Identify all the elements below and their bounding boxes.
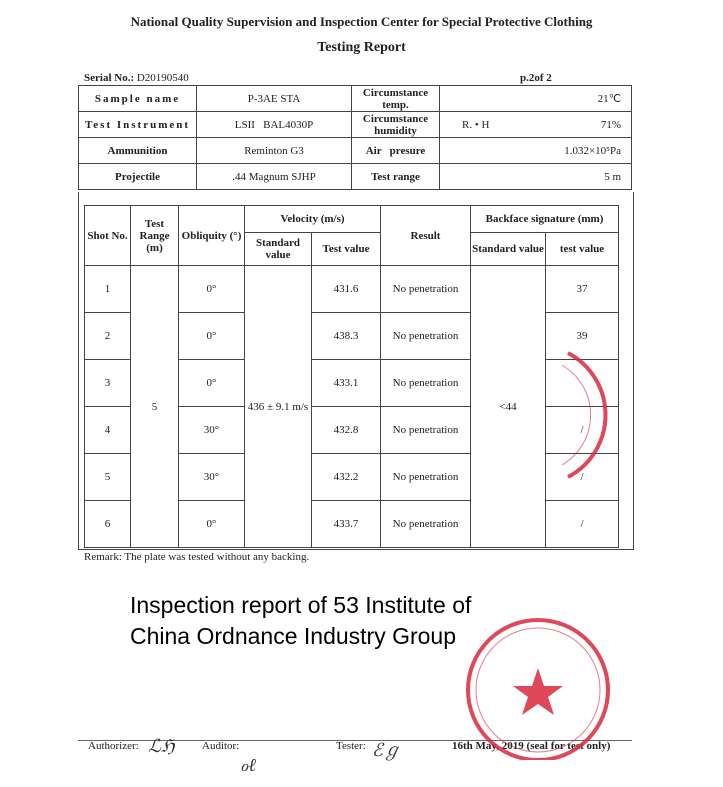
result: No penetration: [381, 454, 471, 501]
caption-line-2: China Ordnance Industry Group: [130, 623, 457, 649]
header-velocity-std: Standard value: [245, 233, 312, 266]
backface-test: /: [546, 454, 619, 501]
serial-label: Serial No.:: [84, 72, 135, 84]
tester-signature: ℰℊ: [372, 740, 401, 761]
backface-test: 39: [546, 313, 619, 360]
obliquity: 30°: [179, 407, 245, 454]
label: Air presure: [352, 138, 440, 164]
velocity-standard: 436 ± 9.1 m/s: [245, 266, 312, 548]
result: No penetration: [381, 266, 471, 313]
authorizer-signature: ℒℌ: [148, 736, 175, 757]
remark: Remark: The plate was tested without any backing.: [84, 551, 310, 563]
serial-value: D20190540: [136, 72, 189, 84]
shot-number: 6: [85, 501, 131, 548]
header-velocity-test: Test value: [312, 233, 381, 266]
serial-number: [84, 72, 189, 84]
label: Test range: [352, 164, 440, 190]
header-backface: Backface signature (mm): [471, 206, 619, 233]
backface-test: [546, 360, 619, 407]
velocity-test: 432.2: [312, 454, 381, 501]
obliquity: 0°: [179, 501, 245, 548]
info-table: [78, 85, 632, 190]
humidity-value: 71%: [600, 118, 621, 131]
shot-number: 1: [85, 266, 131, 313]
header-shot: Shot No.: [85, 206, 131, 266]
velocity-test: 433.1: [312, 360, 381, 407]
shots-table: [84, 205, 619, 548]
label: Circumstance humidity: [352, 112, 440, 138]
backface-test: 37: [546, 266, 619, 313]
velocity-test: 433.7: [312, 501, 381, 548]
value: .44 Magnum SJHP: [197, 164, 352, 190]
test-range: 5: [131, 266, 179, 548]
org-name: National Quality Supervision and Inspection Center for Special Protective Clothing: [130, 14, 593, 29]
value: 1.032×10⁵Pa: [440, 138, 632, 164]
velocity-test: 432.8: [312, 407, 381, 454]
header-result: Result: [381, 206, 471, 266]
overlay-caption: [130, 590, 471, 652]
obliquity: 30°: [179, 454, 245, 501]
result: No penetration: [381, 407, 471, 454]
shot-number: 5: [85, 454, 131, 501]
shot-number: 3: [85, 360, 131, 407]
obliquity: 0°: [179, 313, 245, 360]
caption-line-1: Inspection report of 53 Institute of: [130, 592, 472, 618]
report-date: 16th May, 2019 (seal for test only): [452, 740, 611, 752]
humidity-unit: R. • H: [462, 118, 490, 131]
obliquity: 0°: [179, 266, 245, 313]
header-velocity: Velocity (m/s): [245, 206, 381, 233]
value: 21℃: [440, 86, 632, 112]
tester-label: Tester:: [336, 740, 366, 752]
label: Ammunition: [79, 138, 197, 164]
shot-number: 4: [85, 407, 131, 454]
table-row: [85, 266, 619, 313]
result: No penetration: [381, 501, 471, 548]
value: Reminton G3: [197, 138, 352, 164]
auditor-signature: ℴℓ: [240, 755, 256, 776]
report-title: Testing Report: [317, 40, 406, 55]
header-range: Test Range (m): [131, 206, 179, 266]
velocity-test: 431.6: [312, 266, 381, 313]
obliquity: 0°: [179, 360, 245, 407]
backface-standard: <44: [471, 266, 546, 548]
label: Circumstance temp.: [352, 86, 440, 112]
backface-test: /: [546, 407, 619, 454]
auditor-label: Auditor:: [202, 740, 240, 752]
header-obliquity: Obliquity (°): [179, 206, 245, 266]
value: [440, 112, 632, 138]
result: No penetration: [381, 360, 471, 407]
label: Sample name: [79, 86, 197, 112]
result: No penetration: [381, 313, 471, 360]
label: Test Instrument: [79, 112, 197, 138]
value: P-3AE STA: [197, 86, 352, 112]
page-number: p.2of 2: [520, 72, 552, 84]
velocity-test: 438.3: [312, 313, 381, 360]
label: Projectile: [79, 164, 197, 190]
seal-stamp: [450, 610, 630, 760]
shot-number: 2: [85, 313, 131, 360]
authorizer-label: Authorizer:: [88, 740, 139, 752]
backface-test: /: [546, 501, 619, 548]
value: LSII BAL4030P: [197, 112, 352, 138]
header-backface-test: test value: [546, 233, 619, 266]
value: 5 m: [440, 164, 632, 190]
header-backface-std: Standard value: [471, 233, 546, 266]
